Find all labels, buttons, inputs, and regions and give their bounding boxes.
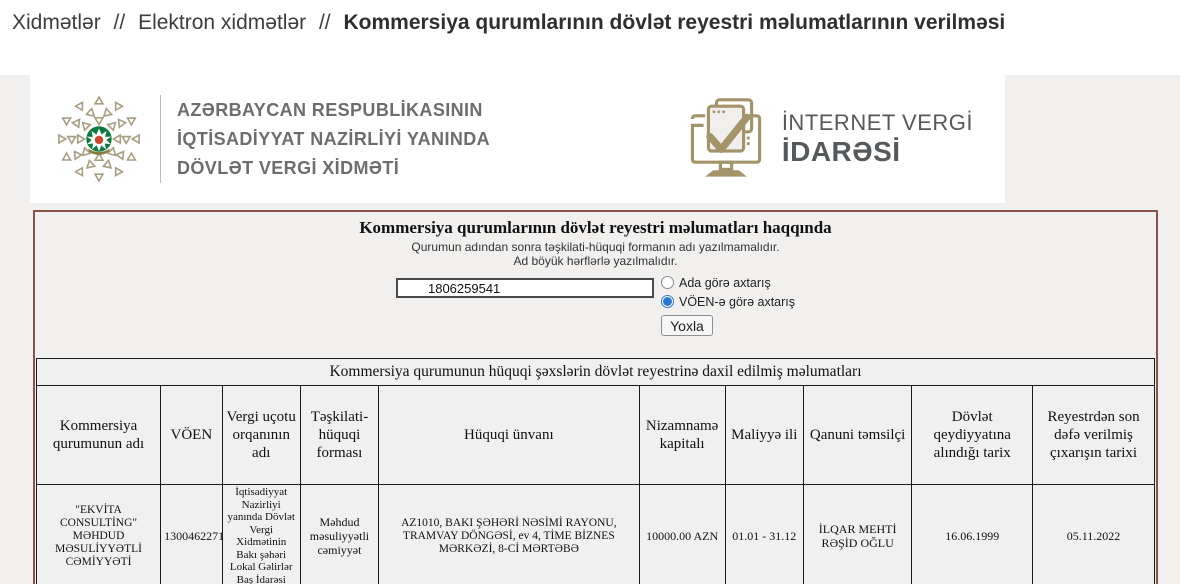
table-caption: Kommersiya qurumunun hüquqi şəxslərin dövlət reyestrinə daxil edilmiş məlumatları [37,359,1155,386]
monitor-checkmark-icon [686,87,766,191]
breadcrumb [0,0,1180,75]
col-header-legal-address: Hüquqi ünvanı [379,386,640,485]
breadcrumb-link-services[interactable]: Xidmətlər [12,11,101,34]
col-header-legal-form: Təşkilati-hüquqi forması [300,386,378,485]
col-header-company-name: Kommersiya qurumunun adı [37,386,161,485]
ministry-line-2: İQTİSADİYYAT NAZİRLİYİ YANINDA [177,128,491,149]
breadcrumb-link-eservices[interactable]: Elektron xidmətlər [138,11,307,34]
cell-company-name: "EKVİTA CONSULTİNG" MƏHDUD MƏSULİYYƏTLİ CƏMİYYƏTİ [37,485,161,584]
portal-title [782,110,973,168]
portal-logo[interactable] [686,87,973,191]
col-header-fiscal-year: Maliyyə ili [725,386,803,485]
header-divider [160,95,161,183]
state-tax-service-emblem-icon [52,92,146,186]
search-options [661,273,795,336]
table-caption-row [37,359,1155,386]
breadcrumb-separator: // [318,11,331,34]
check-button[interactable]: Yoxla [661,315,713,336]
site-header [30,75,1005,203]
col-header-legal-representative: Qanuni təmsilçi [803,386,911,485]
radio-by-name-label: Ada görə axtarış [678,275,771,290]
col-header-last-extract-date: Reyestrdən son dəfə verilmiş çıxarışın tarixi [1033,386,1155,485]
cell-tax-authority: İqtisadiyyat Nazirliyi yanında Dövlət Vergi Xidmətinin Bakı şəhəri Lokal Gəlirlər Baş İdarəsi [222,485,300,584]
page-background [0,75,1180,584]
cell-legal-representative: İLQAR MEHTİ RƏŞİD OĞLU [803,485,911,584]
table-row [37,485,1155,584]
cell-registration-date: 16.06.1999 [912,485,1033,584]
registry-table [36,358,1155,584]
breadcrumb-current-page: Kommersiya qurumlarının dövlət reyestri məlumatlarının verilməsi [343,11,1006,34]
search-controls [35,273,1156,336]
search-panel [33,210,1158,584]
cell-legal-address: AZ1010, BAKI ŞƏHƏRİ NƏSİMİ RAYONU, TRAMVAY DÖNGƏSİ, ev 4, TİME BİZNES MƏRKƏZİ, 8-Cİ MƏRTƏBƏ [379,485,640,584]
col-header-tax-authority: Vergi uçotu orqanının adı [222,386,300,485]
radio-by-voen-icon[interactable] [661,295,674,308]
ministry-line-1: AZƏRBAYCAN RESPUBLİKASININ [177,99,483,120]
note-line-2: Ad böyük hərflərlə yazılmalıdır. [513,253,678,268]
cell-last-extract-date: 05.11.2022 [1033,485,1155,584]
cell-voen: 1300462271 [161,485,222,584]
cell-fiscal-year: 01.01 - 31.12 [725,485,803,584]
cell-charter-capital: 10000.00 AZN [639,485,725,584]
note-line-1: Qurumun adından sonra təşkilati-hüquqi formanın adı yazılmamalıdır. [411,240,780,254]
portal-title-line-2: İDARƏSİ [781,136,901,167]
radio-option-by-voen[interactable] [661,292,795,311]
col-header-voen: VÖEN [161,386,222,485]
search-panel-notes [35,241,1156,268]
table-header-row [37,386,1155,485]
search-input[interactable] [396,278,654,298]
radio-option-by-name[interactable] [661,273,795,292]
breadcrumb-separator: // [113,11,126,34]
radio-by-name-icon[interactable] [661,276,674,289]
portal-title-line-1: İNTERNET VERGİ [781,110,973,135]
radio-by-voen-label: VÖEN-ə görə axtarış [678,294,795,309]
ministry-name [177,96,490,183]
col-header-registration-date: Dövlət qeydiyyatına alındığı tarix [912,386,1033,485]
ministry-line-3: DÖVLƏT VERGİ XİDMƏTİ [177,157,400,178]
cell-legal-form: Məhdud məsuliyyətli cəmiyyət [300,485,378,584]
col-header-charter-capital: Nizamnamə kapitalı [639,386,725,485]
search-panel-title: Kommersiya qurumlarının dövlət reyestri məlumatları haqqında [359,218,832,237]
